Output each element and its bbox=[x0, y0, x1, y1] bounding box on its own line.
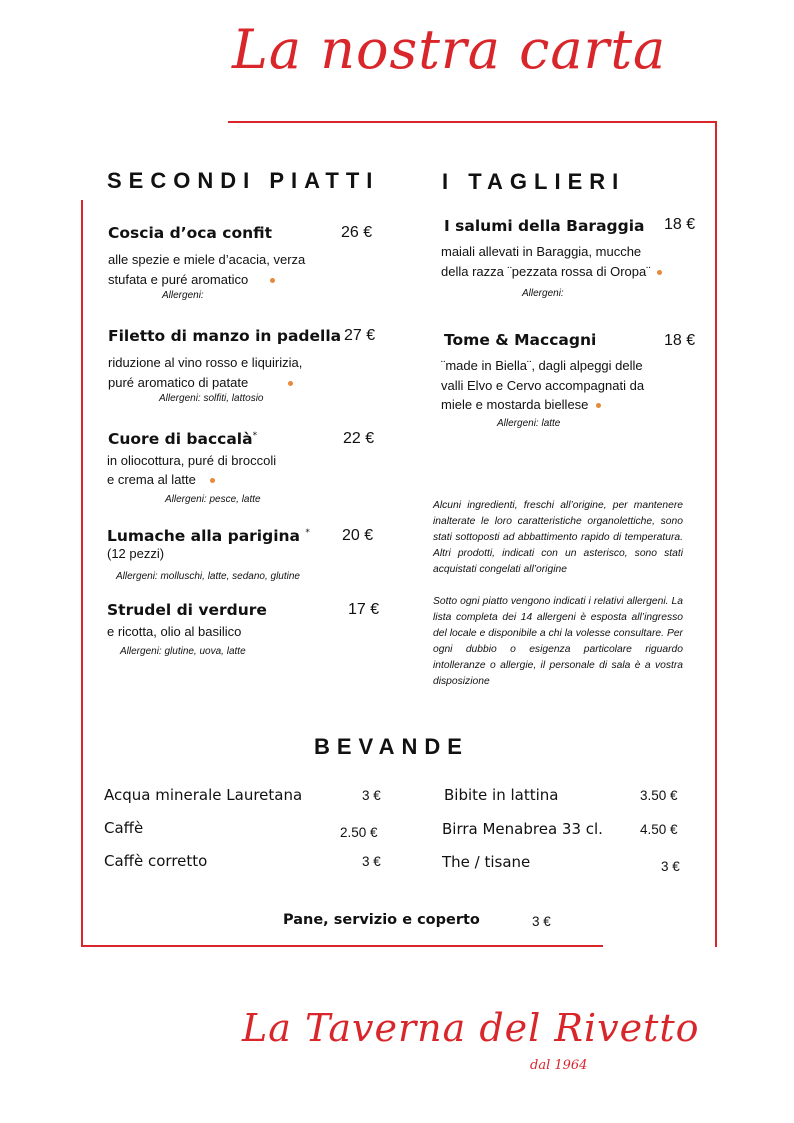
dish-desc-text: stufata e puré aromatico bbox=[108, 272, 249, 287]
allergen-dot-icon bbox=[288, 381, 293, 386]
dish-desc: maiali allevati in Baraggia, mucche bbox=[441, 244, 642, 259]
frozen-mark: * bbox=[252, 430, 258, 441]
dish-price: 22 € bbox=[343, 430, 375, 447]
allergen-dot-icon bbox=[657, 270, 662, 275]
taglieri-title: I TAGLIERI bbox=[442, 169, 626, 194]
dish-price: 18 € bbox=[664, 332, 696, 349]
allergen-dot-icon bbox=[596, 403, 601, 408]
dish-price: 20 € bbox=[342, 527, 374, 544]
dish-allergens: Allergeni: molluschi, latte, sedano, glutine bbox=[116, 571, 300, 582]
dish-desc-text: puré aromatico di patate bbox=[108, 375, 249, 390]
dish-desc: alle spezie e miele d’acacia, verza bbox=[108, 252, 306, 267]
frozen-mark: * bbox=[305, 527, 310, 538]
dish-price: 27 € bbox=[344, 327, 376, 344]
secondi-title: SECONDI PIATTI bbox=[107, 168, 380, 193]
drink-price: 3.50 € bbox=[640, 788, 678, 803]
dish-desc bbox=[107, 470, 215, 490]
drink-name: Birra Menabrea 33 cl. bbox=[442, 820, 603, 838]
drink-name: The / tisane bbox=[442, 853, 531, 871]
frame-right-line bbox=[715, 121, 717, 947]
dish-desc-text: della razza ¨pezzata rossa di Oropa¨ bbox=[441, 264, 651, 279]
drink-name: Caffè bbox=[104, 819, 144, 837]
dish-name: Coscia d’oca confit bbox=[108, 224, 273, 242]
dish-name-text: Lumache alla parigina bbox=[107, 527, 301, 545]
dish-name: Filetto di manzo in padella bbox=[108, 327, 342, 345]
dish-desc: (12 pezzi) bbox=[107, 546, 165, 561]
drink-name: Bibite in lattina bbox=[444, 786, 559, 804]
drink-name: Acqua minerale Lauretana bbox=[104, 786, 303, 804]
bevande-title: BEVANDE bbox=[314, 734, 469, 759]
dish-price: 17 € bbox=[348, 601, 380, 618]
dish-desc: valli Elvo e Cervo accompagnati da bbox=[441, 378, 645, 393]
footer-brand: La Taverna del Rivetto bbox=[242, 1006, 700, 1050]
dish-name-text: Cuore di baccalà bbox=[108, 430, 253, 448]
dish-desc: riduzione al vino rosso e liquirizia, bbox=[108, 355, 303, 370]
dish-desc: in oliocottura, puré di broccoli bbox=[107, 453, 277, 468]
dish-allergens: Allergeni: bbox=[522, 288, 564, 299]
dish-name bbox=[108, 430, 257, 448]
note-allergens: Sotto ogni piatto vengono indicati i relativi allergeni. La lista completa dei 14 allergeni è esposta all’ingresso del locale e disponibile a chi la volesse consultare. Per ogni dubbio o esigenza particolare riguardo intolleranze o allergie, il personale di sala è a vostra disposizione bbox=[433, 596, 683, 687]
dish-desc-text: miele e mostarda biellese bbox=[441, 397, 589, 412]
drink-price: 2.50 € bbox=[340, 825, 378, 840]
header-title: La nostra carta bbox=[232, 18, 667, 81]
dish-allergens: Allergeni: glutine, uova, latte bbox=[120, 646, 246, 657]
dish-allergens: Allergeni: pesce, latte bbox=[165, 494, 261, 505]
allergen-dot-icon bbox=[270, 278, 275, 283]
dish-allergens: Allergeni: latte bbox=[497, 418, 561, 429]
dish-name bbox=[107, 527, 310, 545]
dish-desc bbox=[441, 395, 601, 415]
dish-allergens: Allergeni: solfiti, lattosio bbox=[159, 393, 264, 404]
dish-desc: e ricotta, olio al basilico bbox=[107, 624, 242, 639]
drink-price: 3 € bbox=[661, 859, 680, 874]
dish-price: 18 € bbox=[664, 216, 696, 233]
dish-desc bbox=[108, 373, 293, 393]
dish-name: Strudel di verdure bbox=[107, 601, 267, 619]
frame-top-line bbox=[228, 121, 717, 123]
drink-price: 4.50 € bbox=[640, 822, 678, 837]
drink-price: 3 € bbox=[362, 788, 381, 803]
note-freezing: Alcuni ingredienti, freschi all’origine, per mantenere inalterate le loro caratteristiche organolettiche, sono stati sottoposti ad abbattimento rapido di temperatura. Altri prodotti, indicati con un asterisco, sono stati acquistati congelati all’origine bbox=[433, 500, 683, 575]
allergen-dot-icon bbox=[210, 478, 215, 483]
dish-desc-text: e crema al latte bbox=[107, 472, 196, 487]
drink-price: 3 € bbox=[362, 854, 381, 869]
footer-since: dal 1964 bbox=[530, 1058, 588, 1073]
frame-bottom-line bbox=[81, 945, 603, 947]
frame-left-line bbox=[81, 200, 83, 946]
coperto-price: 3 € bbox=[532, 914, 551, 929]
drink-name: Caffè corretto bbox=[104, 852, 208, 870]
dish-desc bbox=[441, 262, 662, 282]
dish-name: Tome & Maccagni bbox=[444, 331, 597, 349]
dish-desc bbox=[108, 270, 275, 290]
dish-price: 26 € bbox=[341, 224, 373, 241]
dish-desc: ¨made in Biella¨, dagli alpeggi delle bbox=[441, 358, 643, 373]
dish-allergens: Allergeni: bbox=[162, 290, 204, 301]
dish-name: I salumi della Baraggia bbox=[444, 217, 645, 235]
coperto-label: Pane, servizio e coperto bbox=[283, 912, 480, 928]
